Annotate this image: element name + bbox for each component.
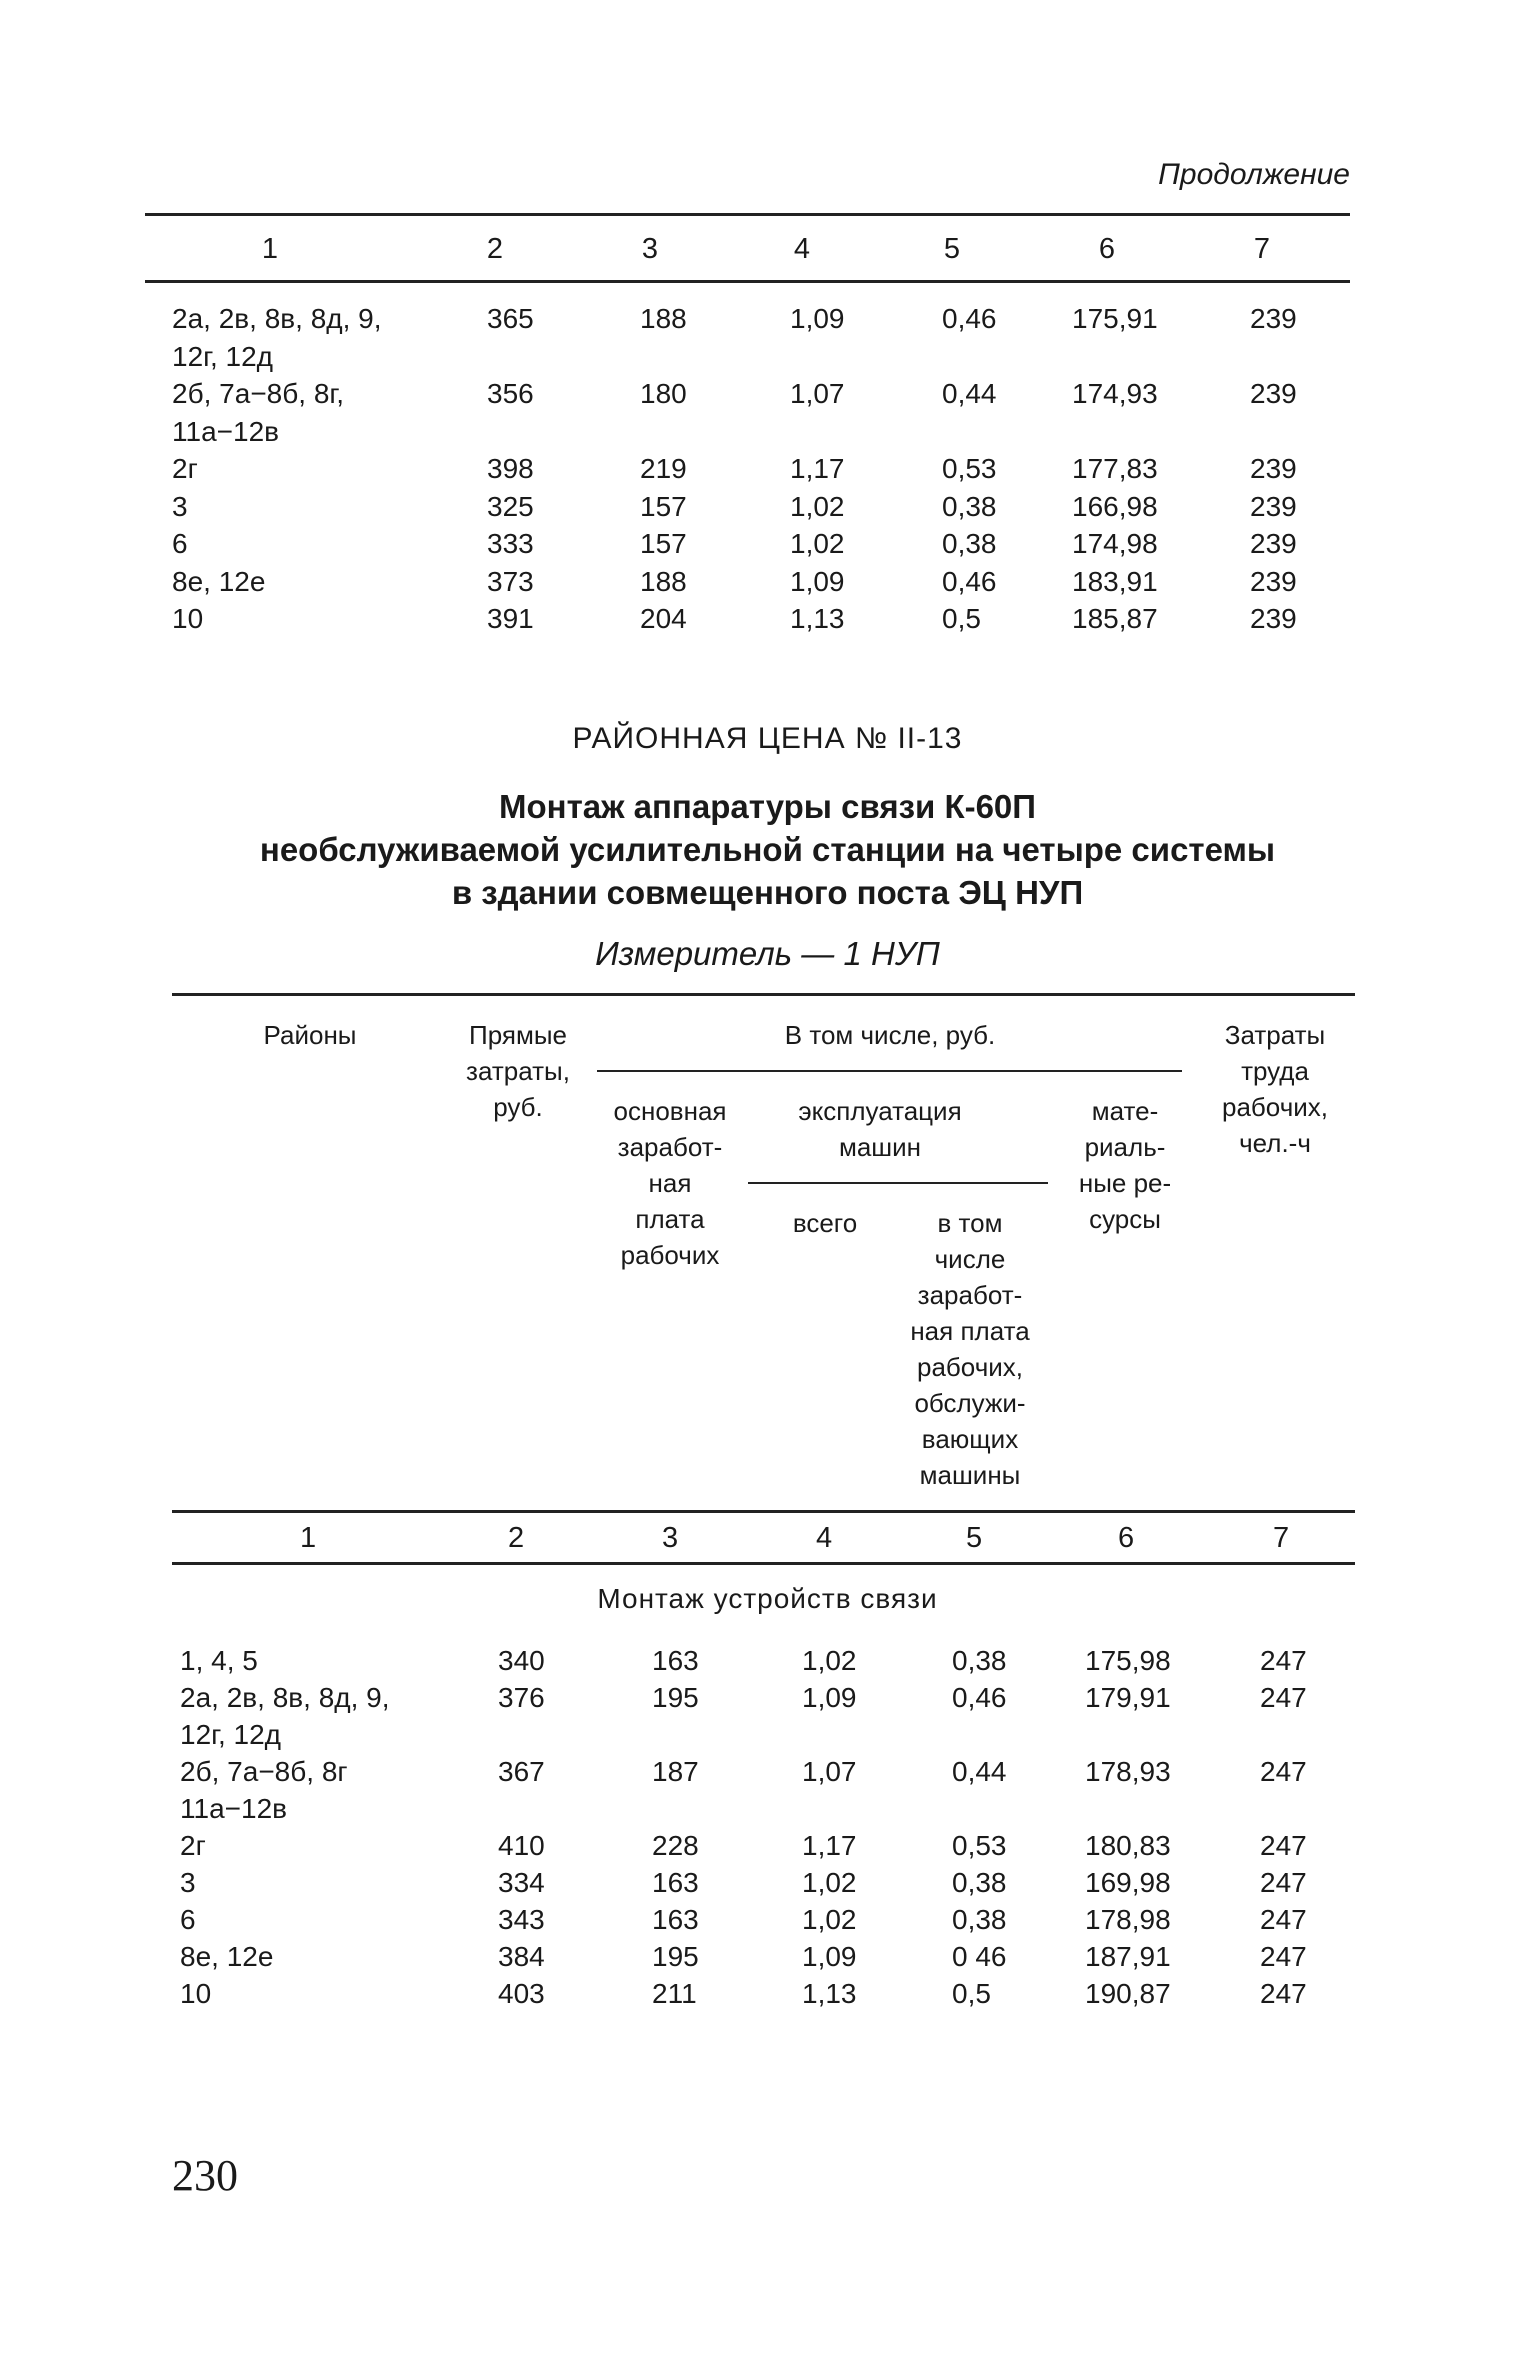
header-materials-line: риаль- [1084,1132,1166,1162]
header-machine-operation-line: эксплуатация [798,1096,962,1126]
table2-top-rule [172,993,1355,996]
district-cell: 2г [172,453,198,484]
table2-colnum-rule [172,1562,1355,1565]
table1-column-numbers [145,233,1350,273]
header-incl-wage-line: машины [919,1460,1021,1490]
header-including: В том числе, руб. [784,1020,996,1050]
value-cell: 1,17 [790,453,845,484]
header-machine-operation [760,1093,1000,1165]
header-labor [1195,1017,1355,1161]
value-cell: 334 [498,1867,545,1898]
value-cell: 0,46 [942,303,997,334]
value-cell: 0,38 [942,528,997,559]
value-cell: 1,02 [802,1904,857,1935]
header-incl-wage-line: в том [937,1208,1003,1238]
value-cell: 247 [1260,1978,1307,2009]
district-cell: 10 [180,1978,212,2009]
value-cell: 0 46 [952,1941,1007,1972]
value-cell: 187 [652,1756,699,1787]
header-direct-costs-line: руб. [493,1092,543,1122]
value-cell: 239 [1250,565,1297,597]
district-cell: 3 [172,490,188,522]
table2-colnum-7: 7 [1273,1522,1290,1554]
value-cell: 195 [652,1941,699,1972]
table1-header-rule [145,280,1350,283]
table1-colnum-2: 2 [486,233,504,265]
value-cell: 175,98 [1085,1645,1171,1676]
value-cell: 384 [498,1941,545,1972]
value-cell: 0,53 [942,453,997,484]
value-cell: 190,87 [1085,1978,1171,2009]
value-cell: 177,83 [1072,453,1158,484]
value-cell: 1,09 [802,1682,857,1713]
table1-top-rule [145,213,1350,216]
district-cell: 6 [172,528,188,559]
table1-colnum-6: 6 [1098,233,1116,265]
value-cell: 187,91 [1085,1941,1171,1972]
header-direct-costs-line: Прямые [469,1020,567,1050]
header-basic-wage-line: основная [613,1096,727,1126]
table2-colnum-4: 4 [816,1522,833,1554]
value-cell: 247 [1260,1904,1307,1935]
header-basic-wage-line: заработ- [617,1132,723,1162]
value-cell: 373 [487,565,534,597]
value-cell: 0,38 [942,490,997,522]
value-cell: 0,38 [952,1904,1007,1935]
table1-colnum-5: 5 [943,233,961,265]
table2-colnum-3: 3 [662,1522,679,1554]
value-cell: 1,07 [802,1756,857,1787]
value-cell: 0,46 [952,1682,1007,1713]
value-cell: 1,17 [802,1830,857,1861]
header-incl-wage [890,1205,1050,1493]
value-cell: 163 [652,1867,699,1898]
value-cell: 179,91 [1085,1682,1171,1713]
value-cell: 1,02 [790,528,845,559]
district-cell: 12г, 12д [180,1719,281,1750]
header-materials [1060,1093,1190,1237]
value-cell: 391 [487,603,534,634]
value-cell: 1,02 [790,490,845,522]
header-incl-wage-line: рабочих, [917,1352,1023,1382]
continued-label: Продолжение [1158,158,1350,191]
section-title [0,785,1535,914]
value-cell: 0,44 [942,378,997,409]
header-basic-wage [585,1093,755,1273]
value-cell: 0,5 [942,603,981,634]
header-total: всего [792,1208,858,1238]
value-cell: 219 [640,453,687,484]
meter-label: Измеритель — 1 НУП [595,935,940,972]
value-cell: 239 [1250,528,1297,559]
value-cell: 0,53 [952,1830,1007,1861]
district-cell: 3 [180,1867,196,1898]
value-cell: 398 [487,453,534,484]
value-cell: 1,13 [790,603,845,634]
value-cell: 356 [487,378,534,409]
value-cell: 239 [1250,490,1297,522]
table2-colnum-1: 1 [300,1522,317,1554]
value-cell: 365 [487,303,534,334]
header-labor-line: Затраты [1224,1020,1326,1050]
table2-colnum-2: 2 [508,1522,525,1554]
table1-colnum-4: 4 [793,233,811,265]
header-materials-line: ные ре- [1078,1168,1172,1198]
value-cell: 1,02 [802,1645,857,1676]
value-cell: 188 [640,565,687,597]
value-cell: 1,13 [802,1978,857,2009]
value-cell: 367 [498,1756,545,1787]
page-number: 230 [172,2151,238,2200]
table2-header-rule [172,1510,1355,1513]
value-cell: 169,98 [1085,1867,1171,1898]
header-labor-line: рабочих, [1222,1092,1328,1122]
value-cell: 247 [1260,1645,1307,1676]
value-cell: 0,38 [952,1867,1007,1898]
value-cell: 180,83 [1085,1830,1171,1861]
table1-colnum-1: 1 [261,233,279,265]
district-cell: 1, 4, 5 [180,1645,258,1676]
value-cell: 228 [652,1830,699,1861]
value-cell: 0,5 [952,1978,991,2009]
value-cell: 247 [1260,1867,1307,1898]
value-cell: 1,09 [790,303,845,334]
value-cell: 239 [1250,303,1297,334]
table2-colnum-6: 6 [1118,1522,1135,1554]
district-cell: 2а, 2в, 8в, 8д, 9, [180,1682,390,1713]
value-cell: 166,98 [1072,490,1158,522]
title-line: Монтаж аппаратуры связи К-60П [498,788,1037,825]
value-cell: 239 [1250,603,1297,634]
value-cell: 204 [640,603,687,634]
value-cell: 163 [652,1645,699,1676]
value-cell: 247 [1260,1756,1307,1787]
header-machine-operation-rule [748,1182,1048,1184]
value-cell: 178,98 [1085,1904,1171,1935]
district-cell: 2а, 2в, 8в, 8д, 9, [172,303,382,334]
header-incl-wage-line: вающих [921,1424,1019,1454]
value-cell: 247 [1260,1830,1307,1861]
value-cell: 247 [1260,1682,1307,1713]
header-basic-wage-line: плата [635,1204,705,1234]
value-cell: 410 [498,1830,545,1861]
district-cell: 6 [180,1904,196,1935]
value-cell: 0,44 [952,1756,1007,1787]
district-cell: 11а−12в [180,1793,288,1824]
value-cell: 0,46 [942,565,997,597]
table1-colnum-3: 3 [641,233,659,265]
value-cell: 239 [1250,378,1297,409]
district-cell: 8е, 12е [172,565,266,597]
value-cell: 163 [652,1904,699,1935]
header-basic-wage-line: ная [648,1168,692,1198]
value-cell: 185,87 [1072,603,1158,634]
value-cell: 247 [1260,1941,1307,1972]
table2-colnum-5: 5 [966,1522,983,1554]
value-cell: 403 [498,1978,545,2009]
header-machine-operation-line: машин [838,1132,922,1162]
value-cell: 180 [640,378,687,409]
value-cell: 188 [640,303,687,334]
district-cell: 8е, 12е [180,1941,274,1972]
value-cell: 325 [487,490,534,522]
district-cell: 11а−12в [172,415,280,447]
header-basic-wage-line: рабочих [620,1240,720,1270]
value-cell: 333 [487,528,534,559]
header-incl-wage-line: числе [934,1244,1006,1274]
value-cell: 1,02 [802,1867,857,1898]
district-cell: 12г, 12д [172,340,273,372]
value-cell: 1,07 [790,378,845,409]
value-cell: 211 [652,1978,697,2009]
value-cell: 1,09 [790,565,845,597]
header-direct-costs-line: затраты, [466,1056,570,1086]
value-cell: 340 [498,1645,545,1676]
value-cell: 195 [652,1682,699,1713]
value-cell: 178,93 [1085,1756,1171,1787]
value-cell: 376 [498,1682,545,1713]
district-cell: 10 [172,603,204,634]
title-line: в здании совмещенного поста ЭЦ НУП [451,874,1084,911]
header-labor-line: труда [1241,1056,1309,1086]
table2-column-numbers [0,1522,1535,1562]
district-cell: 2б, 7а−8б, 8г [180,1756,348,1787]
value-cell: 0,38 [952,1645,1007,1676]
header-materials-line: сурсы [1089,1204,1161,1234]
header-including-rule [597,1070,1182,1072]
header-incl-wage-line: обслужи- [914,1388,1026,1418]
header-incl-wage-line: заработ- [917,1280,1023,1310]
district-cell: 2б, 7а−8б, 8г, [172,378,344,409]
value-cell: 343 [498,1904,545,1935]
header-labor-line: чел.-ч [1239,1128,1311,1158]
header-incl-wage-line: ная плата [910,1316,1030,1346]
value-cell: 175,91 [1072,303,1158,334]
header-materials-line: мате- [1091,1096,1159,1126]
value-cell: 174,93 [1072,378,1158,409]
header-districts: Районы [263,1020,357,1050]
title-line: необслуживаемой усилительной станции на четыре системы [259,831,1276,868]
district-cell: 2г [180,1830,206,1861]
district-price-heading: РАЙОННАЯ ЦЕНА № II-13 [572,722,963,755]
value-cell: 239 [1250,453,1297,484]
value-cell: 1,09 [802,1941,857,1972]
value-cell: 183,91 [1072,565,1158,597]
table1-colnum-7: 7 [1253,233,1271,265]
table2-section-title: Монтаж устройств связи [597,1583,938,1614]
value-cell: 174,98 [1072,528,1158,559]
value-cell: 157 [640,490,687,522]
header-direct-costs [438,1017,598,1125]
value-cell: 157 [640,528,687,559]
